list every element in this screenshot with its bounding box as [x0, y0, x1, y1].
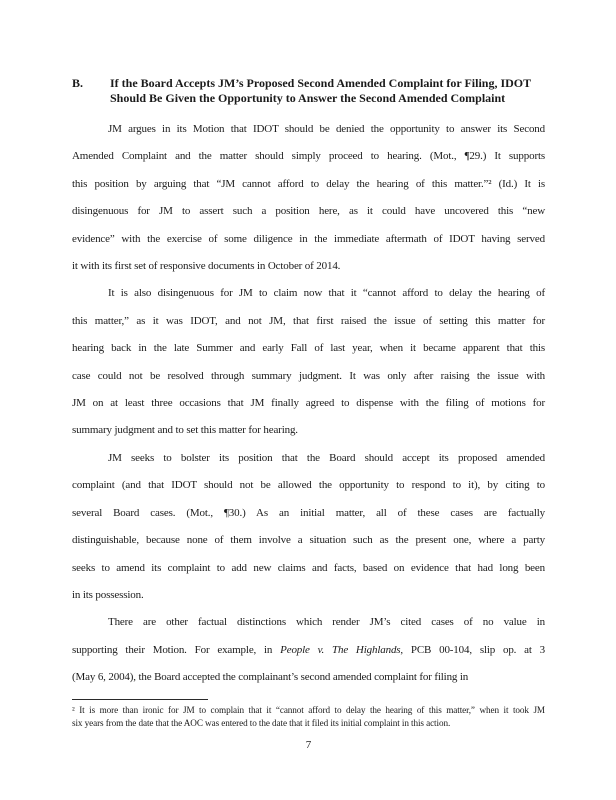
paragraph [72, 445, 545, 609]
page-content [72, 76, 545, 751]
paragraph-line: in its possession. [72, 588, 144, 601]
paragraph-line: JM on at least three occasions that JM finally agreed to dispense with the filing of motions for [72, 397, 545, 410]
paragraph-line: (May 6, 2004), the Board accepted the complainant’s second amended complaint for filing in [72, 671, 469, 684]
paragraph-line: hearing back in the late Summer and early Fall of last year, when it became apparent that this [72, 342, 545, 355]
footnote-line: ² It is more than ironic for JM to complain that it “cannot afford to delay the hearing of this matter,” when it took JM [72, 704, 545, 715]
paragraph-line: seeks to amend its complaint to add new claims and facts, based on evidence that had long been [72, 561, 545, 574]
paragraph-line: Amended Complaint and the matter should simply proceed to hearing. (Mot., ¶29.) It supports [72, 150, 545, 163]
paragraph-line: evidence” with the exercise of some diligence in the immediate aftermath of IDOT having served [72, 232, 545, 245]
page-number: 7 [305, 738, 312, 751]
paragraph-line: it with its first set of responsive documents in October of 2014. [72, 260, 341, 273]
footnote [72, 704, 545, 730]
paragraph-line: distinguishable, because none of them involve a situation such as the present one, where a party [72, 534, 545, 547]
heading-line: If the Board Accepts JM’s Proposed Second Amended Complaint for Filing, IDOT [110, 76, 532, 90]
paragraph-line: case could not be resolved through summary judgment. It was only after raising the issue with [72, 369, 545, 382]
paragraph-line-segment: , PCB 00-104, slip op. at 3 [400, 643, 545, 656]
paragraph-line-segment: supporting their Motion. For example, in [72, 643, 281, 656]
footnote-line: six years from the date that the AOC was entered to the date that it filed its initial complaint in this action. [72, 717, 451, 728]
paragraph-line: this position by arguing that “JM cannot afford to delay the hearing of this matter.”² (Id.) It is [72, 177, 545, 190]
paragraph-line: It is also disingenuous for JM to claim now that it “cannot afford to delay the hearing of [108, 287, 545, 300]
heading-line: Should Be Given the Opportunity to Answer the Second Amended Complaint [110, 90, 506, 105]
case-citation: People v. The Highlands [280, 643, 401, 656]
paragraph [72, 609, 545, 691]
paragraph-line: JM seeks to bolster its position that the Board should accept its proposed amended [108, 451, 545, 464]
paragraph-line: several Board cases. (Mot., ¶30.) As an initial matter, all of these cases are factually [72, 506, 545, 519]
paragraph-line: disingenuous for JM to assert such a position here, as it could have uncovered this “new [72, 205, 545, 218]
paragraph-line [72, 637, 545, 664]
footnote-divider [72, 699, 208, 700]
paragraph-line: JM argues in its Motion that IDOT should be denied the opportunity to answer its Second [108, 123, 545, 135]
paragraph-line: this matter,” as it was IDOT, and not JM, that first raised the issue of setting this matter for [72, 314, 545, 327]
paragraph-line: There are other factual distinctions which render JM’s cited cases of no value in [108, 616, 545, 629]
paragraph-line: summary judgment and to set this matter for hearing. [72, 424, 298, 437]
paragraph [72, 280, 545, 444]
paragraph-line: complaint (and that IDOT should not be allowed the opportunity to respond to it), by citing to [72, 479, 545, 492]
paragraph [72, 116, 545, 280]
section-heading-label: B. [72, 76, 84, 90]
section-heading-text [110, 76, 545, 105]
section-heading [72, 76, 545, 105]
